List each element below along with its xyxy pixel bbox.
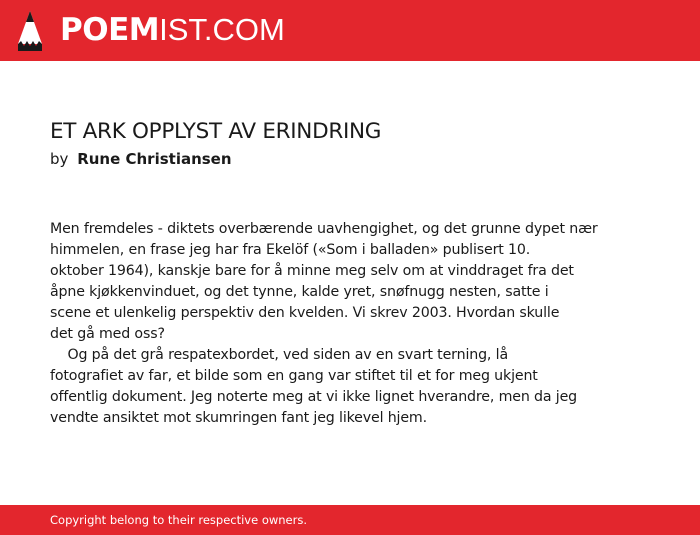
site-header: [0, 0, 700, 61]
poem-line: himmelen, en frase jeg har fra Ekelöf («Som i balladen» publisert 10.: [50, 242, 531, 258]
poem-line: åpne kjøkkenvinduet, og det tynne, kalde yret, snøfnugg nesten, satte i: [50, 284, 549, 300]
site-logo[interactable]: [60, 11, 285, 49]
author-name[interactable]: Rune Christiansen: [77, 150, 232, 168]
byline: [50, 149, 232, 169]
logo-strong-text: POEM: [60, 12, 160, 48]
poem-line: fotografiet av far, et bilde som en gang var stiftet til et for meg ukjent: [50, 368, 538, 384]
poem-line: scene et ulenkelig perspektiv den kvelden. Vi skrev 2003. Hvordan skulle: [50, 305, 560, 321]
poem-line: Men fremdeles - diktets overbærende uavhengighet, og det grunne dypet nær: [50, 221, 598, 237]
logo-light-text: IST.COM: [159, 12, 285, 47]
site-footer: [0, 505, 700, 535]
poem-line: vendte ansiktet mot skumringen fant jeg likevel hjem.: [50, 410, 427, 426]
by-label: by: [50, 150, 69, 168]
poem-line: offentlig dokument. Jeg noterte meg at vi ikke lignet hverandre, men da jeg: [50, 389, 578, 405]
poem-line: oktober 1964), kanskje bare for å minne meg selv om at vinddraget fra det: [50, 263, 574, 279]
copyright-text: Copyright belong to their respective owners.: [50, 513, 308, 527]
poem-body: [50, 219, 670, 429]
pencil-tip-icon[interactable]: [17, 9, 43, 53]
poem-line: det gå med oss?: [50, 326, 165, 342]
poem-title: ET ARK OPPLYST AV ERINDRING: [50, 119, 382, 144]
poem-line: Og på det grå respatexbordet, ved siden av en svart terning, lå: [50, 347, 508, 363]
